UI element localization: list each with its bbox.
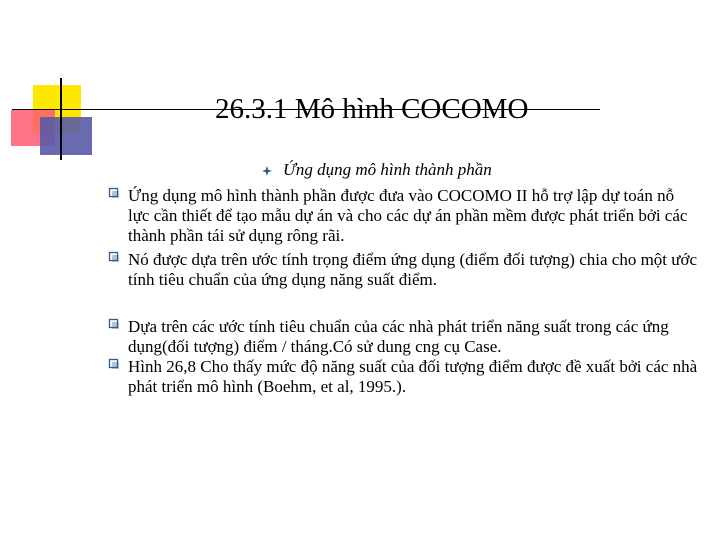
sub-heading: Ứng dụng mô hình thành phần bbox=[283, 160, 492, 179]
square-bullet-icon bbox=[108, 251, 120, 263]
bullet-paragraph-3: Dựa trên các ước tính tiêu chuẩn của các nhà phát triển năng suất trong các ứng dụng(đối tượng) điểm / tháng.Có sử dung cng cụ Case. bbox=[128, 317, 669, 356]
square-bullet-icon bbox=[108, 358, 120, 370]
diamond-bullet-icon bbox=[261, 165, 273, 177]
bullet-paragraph-1: Ứng dụng mô hình thành phần được đưa vào COCOMO II hỗ trợ lập dự toán nỗ lực cần thiết để tạo mẫu dự án và cho các dự án phần mềm được phát triển bởi các thành phần tái sử dụng rông rãi. bbox=[128, 186, 688, 245]
square-bullet-icon bbox=[108, 187, 120, 199]
bullet-paragraph-4: Hình 26,8 Cho thấy mức độ năng suất của đối tượng điểm được đề xuất bởi các nhà phát triển mô hình (Boehm, et al, 1995.). bbox=[128, 357, 698, 396]
decor-blue-square bbox=[40, 117, 92, 155]
decor-vertical-line bbox=[60, 78, 62, 160]
slide-title: 26.3.1 Mô hình COCOMO bbox=[215, 93, 529, 125]
square-bullet-icon bbox=[108, 318, 120, 330]
bullet-paragraph-2: Nó được dựa trên ước tính trọng điểm ứng dụng (điểm đối tượng) chia cho một ước tính tiêu chuẩn của ứng dụng năng suất điểm. bbox=[128, 250, 698, 289]
